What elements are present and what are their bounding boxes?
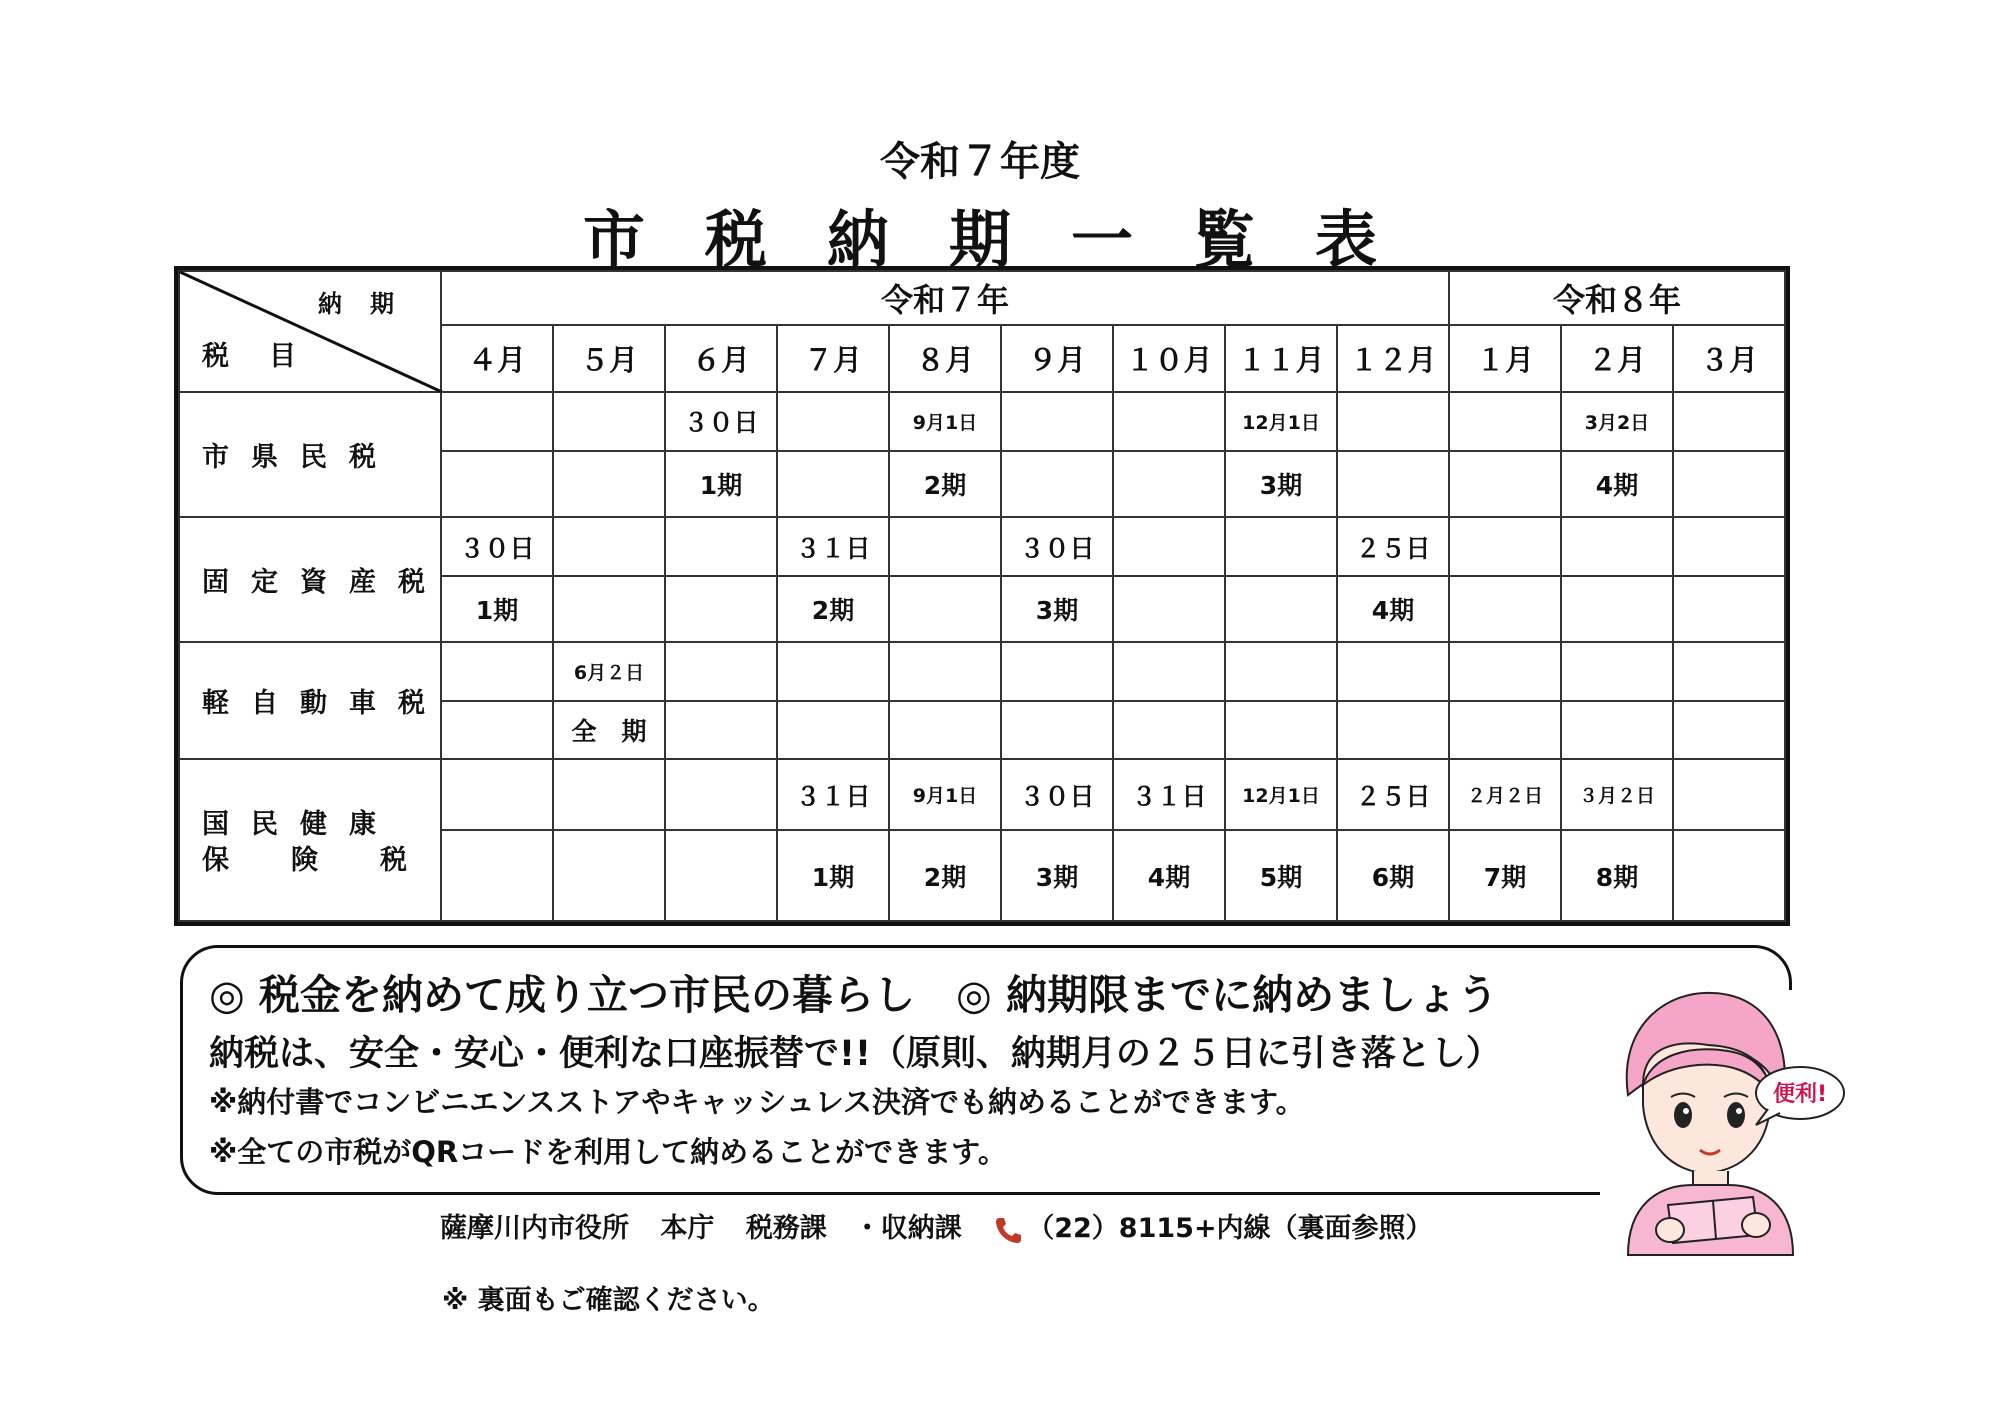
- due-date-cell: [777, 642, 889, 701]
- installment-cell: [553, 451, 665, 518]
- table-corner-header: [179, 271, 441, 392]
- installment-cell: [1337, 451, 1449, 518]
- installment-cell: [1449, 451, 1561, 518]
- due-date-cell: [1337, 642, 1449, 701]
- due-date-cell: [1113, 517, 1225, 576]
- corner-label-due: 納期: [318, 290, 422, 318]
- due-date-cell: [1449, 392, 1561, 451]
- due-date-cell: ３０日: [441, 517, 553, 576]
- installment-cell: [665, 576, 777, 643]
- due-date-cell: [553, 517, 665, 576]
- installment-cell: 4期: [1113, 830, 1225, 921]
- office-branch: 本庁: [660, 1213, 715, 1244]
- due-date-cell: ３１日: [777, 517, 889, 576]
- due-date-cell: [777, 392, 889, 451]
- installment-cell: [665, 701, 777, 760]
- installment-cell: 2期: [777, 576, 889, 643]
- installment-cell: [1225, 576, 1337, 643]
- due-date-cell: ３０日: [1001, 517, 1113, 576]
- due-date-cell: [1561, 642, 1673, 701]
- due-date-cell: [1001, 642, 1113, 701]
- phone-icon: [993, 1215, 1023, 1245]
- due-date-cell: [1673, 642, 1785, 701]
- installment-cell: [1113, 701, 1225, 760]
- due-date-cell: [1001, 392, 1113, 451]
- tax-schedule-table: [174, 266, 1790, 926]
- month-header: ３月: [1673, 325, 1785, 392]
- installment-cell: [665, 830, 777, 921]
- installment-cell: [1561, 701, 1673, 760]
- footnote: ※ 裏面もご確認ください。: [442, 1285, 775, 1316]
- installment-cell: 3期: [1225, 451, 1337, 518]
- installment-cell: 1期: [441, 576, 553, 643]
- installment-cell: 2期: [889, 830, 1001, 921]
- due-date-cell: ２月２日: [1449, 759, 1561, 830]
- contact-line: [440, 1206, 1455, 1245]
- due-date-cell: 12月1日: [1225, 392, 1337, 451]
- office-name: 薩摩川内市役所: [440, 1213, 629, 1244]
- installment-cell: 7期: [1449, 830, 1561, 921]
- month-header: １０月: [1113, 325, 1225, 392]
- installment-cell: 2期: [889, 451, 1001, 518]
- installment-cell: 全 期: [553, 701, 665, 760]
- notice-slogan: ◎ 税金を納めて成り立つ市民の暮らし ◎ 納期限までに納めましょう: [209, 971, 1499, 1019]
- installment-cell: 6期: [1337, 830, 1449, 921]
- installment-cell: [441, 701, 553, 760]
- month-header: １月: [1449, 325, 1561, 392]
- installment-cell: [1449, 576, 1561, 643]
- installment-cell: [1673, 830, 1785, 921]
- due-date-cell: ３月２日: [1561, 759, 1673, 830]
- due-date-cell: 6月２日: [553, 642, 665, 701]
- due-date-cell: [889, 517, 1001, 576]
- due-date-cell: [1225, 517, 1337, 576]
- departments: 税務課 ・収納課: [745, 1213, 962, 1244]
- phone-number: （22）8115+内線（裏面参照）: [1027, 1213, 1433, 1244]
- year-header-r8: 令和８年: [1449, 271, 1785, 325]
- tax-name: 市県民税: [179, 392, 441, 517]
- tax-name-line: 保険税: [202, 845, 469, 877]
- due-date-cell: ３０日: [1001, 759, 1113, 830]
- tax-name: 軽自動車税: [179, 642, 441, 759]
- month-header: ８月: [889, 325, 1001, 392]
- year-header-r7: 令和７年: [441, 271, 1449, 325]
- installment-cell: [1113, 451, 1225, 518]
- due-date-cell: [441, 759, 553, 830]
- installment-cell: [1225, 701, 1337, 760]
- notice-box: [180, 945, 1792, 1195]
- installment-cell: [553, 830, 665, 921]
- installment-cell: 8期: [1561, 830, 1673, 921]
- document-title: 市税納期一覧表: [582, 203, 1437, 276]
- installment-cell: 1期: [665, 451, 777, 518]
- due-date-cell: [1225, 642, 1337, 701]
- due-date-cell: [889, 642, 1001, 701]
- notice-auto-debit: 納税は、安全・安心・便利な口座振替で!!（原則、納期月の２５日に引き落とし）: [209, 1034, 1501, 1074]
- corner-label-tax: 税目: [202, 341, 336, 373]
- tax-name: 固定資産税: [179, 517, 441, 642]
- installment-cell: [553, 576, 665, 643]
- installment-cell: 4期: [1561, 451, 1673, 518]
- due-date-cell: 3月2日: [1561, 392, 1673, 451]
- due-date-cell: [553, 392, 665, 451]
- due-date-cell: ３１日: [1113, 759, 1225, 830]
- due-date-cell: ３０日: [665, 392, 777, 451]
- tax-name-line: 国民健康: [202, 809, 398, 841]
- installment-cell: [1001, 451, 1113, 518]
- notice-qr-code: ※全ての市税がQRコードを利用して納めることができます。: [209, 1135, 1007, 1169]
- month-header: ６月: [665, 325, 777, 392]
- month-header: ５月: [553, 325, 665, 392]
- due-date-cell: [665, 759, 777, 830]
- due-date-cell: [441, 642, 553, 701]
- due-date-cell: ２５日: [1337, 759, 1449, 830]
- due-date-cell: [1449, 642, 1561, 701]
- installment-cell: 1期: [777, 830, 889, 921]
- installment-cell: [1337, 701, 1449, 760]
- installment-cell: 4期: [1337, 576, 1449, 643]
- installment-cell: [1673, 451, 1785, 518]
- due-date-cell: [665, 517, 777, 576]
- due-date-cell: [1673, 759, 1785, 830]
- notice-convenience-store: ※納付書でコンビニエンスストアやキャッシュレス決済でも納めることができます。: [209, 1085, 1305, 1119]
- due-date-cell: [1449, 517, 1561, 576]
- installment-cell: [1001, 701, 1113, 760]
- month-header: ２月: [1561, 325, 1673, 392]
- woman-illustration: [1588, 985, 1850, 1255]
- installment-cell: [1673, 576, 1785, 643]
- month-header: ４月: [441, 325, 553, 392]
- due-date-cell: ２５日: [1337, 517, 1449, 576]
- due-date-cell: [1113, 642, 1225, 701]
- due-date-cell: [1337, 392, 1449, 451]
- installment-cell: [1673, 701, 1785, 760]
- installment-cell: 5期: [1225, 830, 1337, 921]
- due-date-cell: 9月1日: [889, 392, 1001, 451]
- tax-name: [179, 759, 469, 921]
- installment-cell: [441, 451, 553, 518]
- month-header: ７月: [777, 325, 889, 392]
- due-date-cell: [1113, 392, 1225, 451]
- installment-cell: [777, 451, 889, 518]
- installment-cell: [889, 701, 1001, 760]
- month-header: １１月: [1225, 325, 1337, 392]
- month-header: ９月: [1001, 325, 1113, 392]
- document-subtitle: 令和７年度: [880, 139, 1080, 185]
- bubble-text: 便利!: [1772, 1082, 1828, 1107]
- installment-cell: 3期: [1001, 830, 1113, 921]
- due-date-cell: ３１日: [777, 759, 889, 830]
- installment-cell: [1449, 701, 1561, 760]
- due-date-cell: [665, 642, 777, 701]
- month-header: １２月: [1337, 325, 1449, 392]
- due-date-cell: 9月1日: [889, 759, 1001, 830]
- due-date-cell: 12月1日: [1225, 759, 1337, 830]
- due-date-cell: [1673, 517, 1785, 576]
- due-date-cell: [1561, 517, 1673, 576]
- installment-cell: [1561, 576, 1673, 643]
- installment-cell: [777, 701, 889, 760]
- installment-cell: [1113, 576, 1225, 643]
- due-date-cell: [1673, 392, 1785, 451]
- due-date-cell: [553, 759, 665, 830]
- due-date-cell: [441, 392, 553, 451]
- installment-cell: [889, 576, 1001, 643]
- installment-cell: 3期: [1001, 576, 1113, 643]
